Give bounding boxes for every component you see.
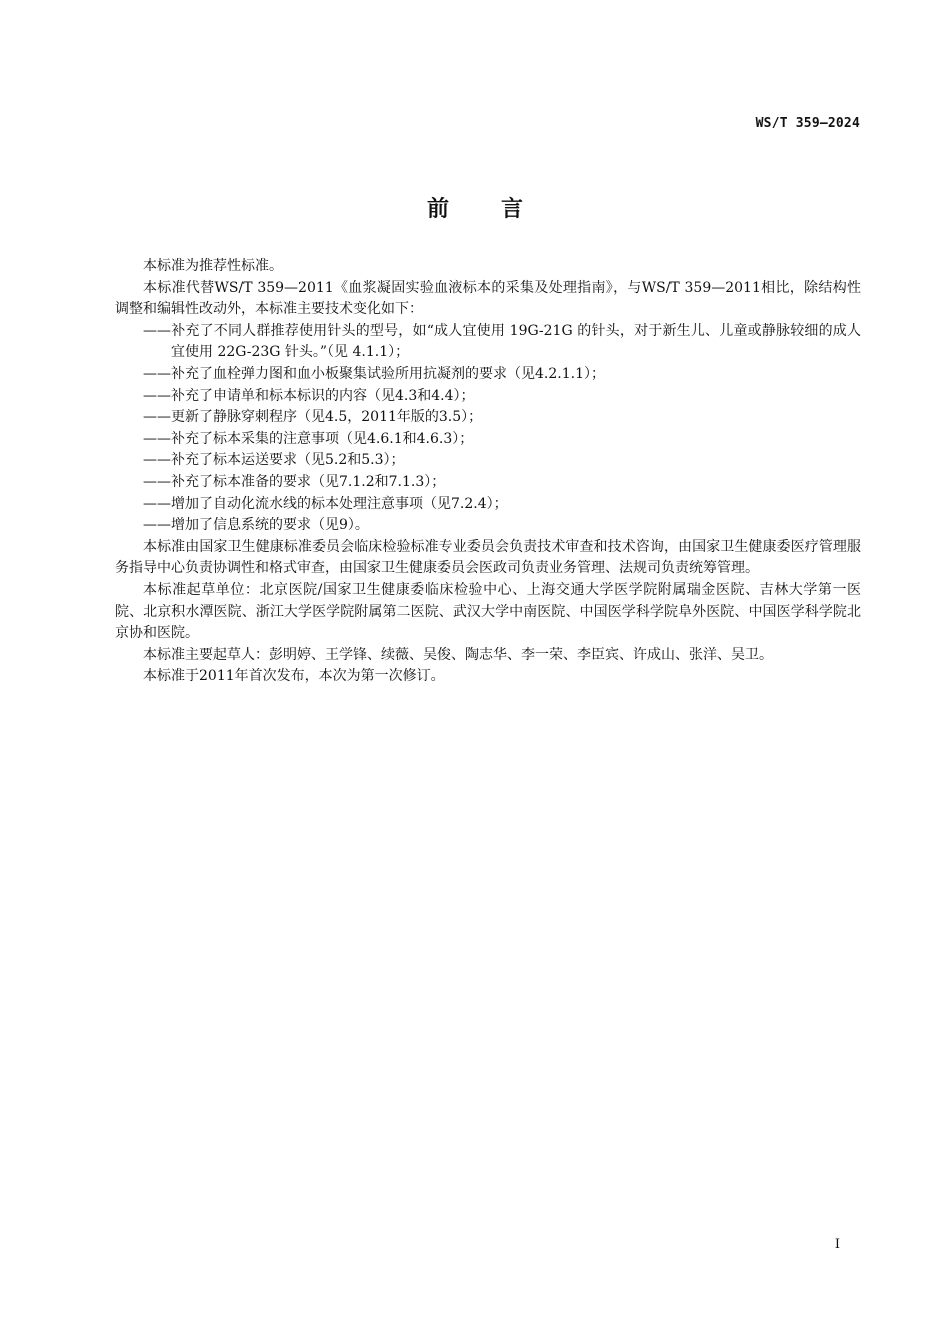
change-item: ——增加了信息系统的要求（见9）。 xyxy=(143,517,369,534)
page-number: I xyxy=(834,1237,840,1252)
change-item: ——更新了静脉穿刺程序（见4.5，2011年版的3.5）； xyxy=(143,409,483,426)
title-char-1: 前 xyxy=(426,197,449,222)
change-item: ——补充了标本运送要求（见5.2和5.3）； xyxy=(143,452,405,469)
paragraph-recommended: 本标准为推荐性标准。 xyxy=(143,258,283,274)
standard-code-header: WS/T 359—2024 xyxy=(755,116,860,131)
change-item: ——补充了不同人群推荐使用针头的型号，如“成人宜使用 19G-21G 的针头，对于新生儿、儿童或静脉较细的成人宜使用 22G-23G 针头。”（见 4.1.1）； xyxy=(143,322,861,361)
paragraph-drafting-units: 本标准起草单位：北京医院/国家卫生健康委临床检验中心、上海交通大学医学院附属瑞金医院、吉林大学第一医院、北京积水潭医院、浙江大学医学院附属第二医院、武汉大学中南医院、中国医学科学院阜外医院、中国医学科学院北京协和医院。 xyxy=(115,581,861,642)
change-item: ——补充了血栓弹力图和血小板聚集试验所用抗凝剂的要求（见4.2.1.1）； xyxy=(143,365,605,382)
changes-list xyxy=(115,321,861,537)
change-item: ——补充了标本采集的注意事项（见4.6.1和4.6.3）； xyxy=(143,430,474,447)
page-title xyxy=(0,192,950,223)
paragraph-drafters: 本标准主要起草人：彭明婷、王学锋、续薇、吴俊、陶志华、李一荣、李臣宾、许成山、张洋、吴卫。 xyxy=(143,646,773,663)
foreword-body xyxy=(115,256,861,688)
change-item: ——增加了自动化流水线的标本处理注意事项（见7.2.4）； xyxy=(143,495,508,512)
paragraph-replaces: 本标准代替WS/T 359—2011《血浆凝固实验血液标本的采集及处理指南》，与WS/T 359—2011相比，除结构性调整和编辑性改动外，本标准主要技术变化如下： xyxy=(115,279,861,318)
paragraph-responsibility: 本标准由国家卫生健康标准委员会临床检验标准专业委员会负责技术审查和技术咨询，由国家卫生健康委医疗管理服务指导中心负责协调性和格式审查，由国家卫生健康委员会医政司负责业务管理、法规司负责统筹管理。 xyxy=(115,538,861,577)
change-item: ——补充了申请单和标本标识的内容（见4.3和4.4）； xyxy=(143,387,475,404)
change-item: ——补充了标本准备的要求（见7.1.2和7.1.3）； xyxy=(143,473,446,490)
title-char-2: 言 xyxy=(501,197,524,222)
paragraph-history: 本标准于2011年首次发布，本次为第一次修订。 xyxy=(143,668,445,685)
